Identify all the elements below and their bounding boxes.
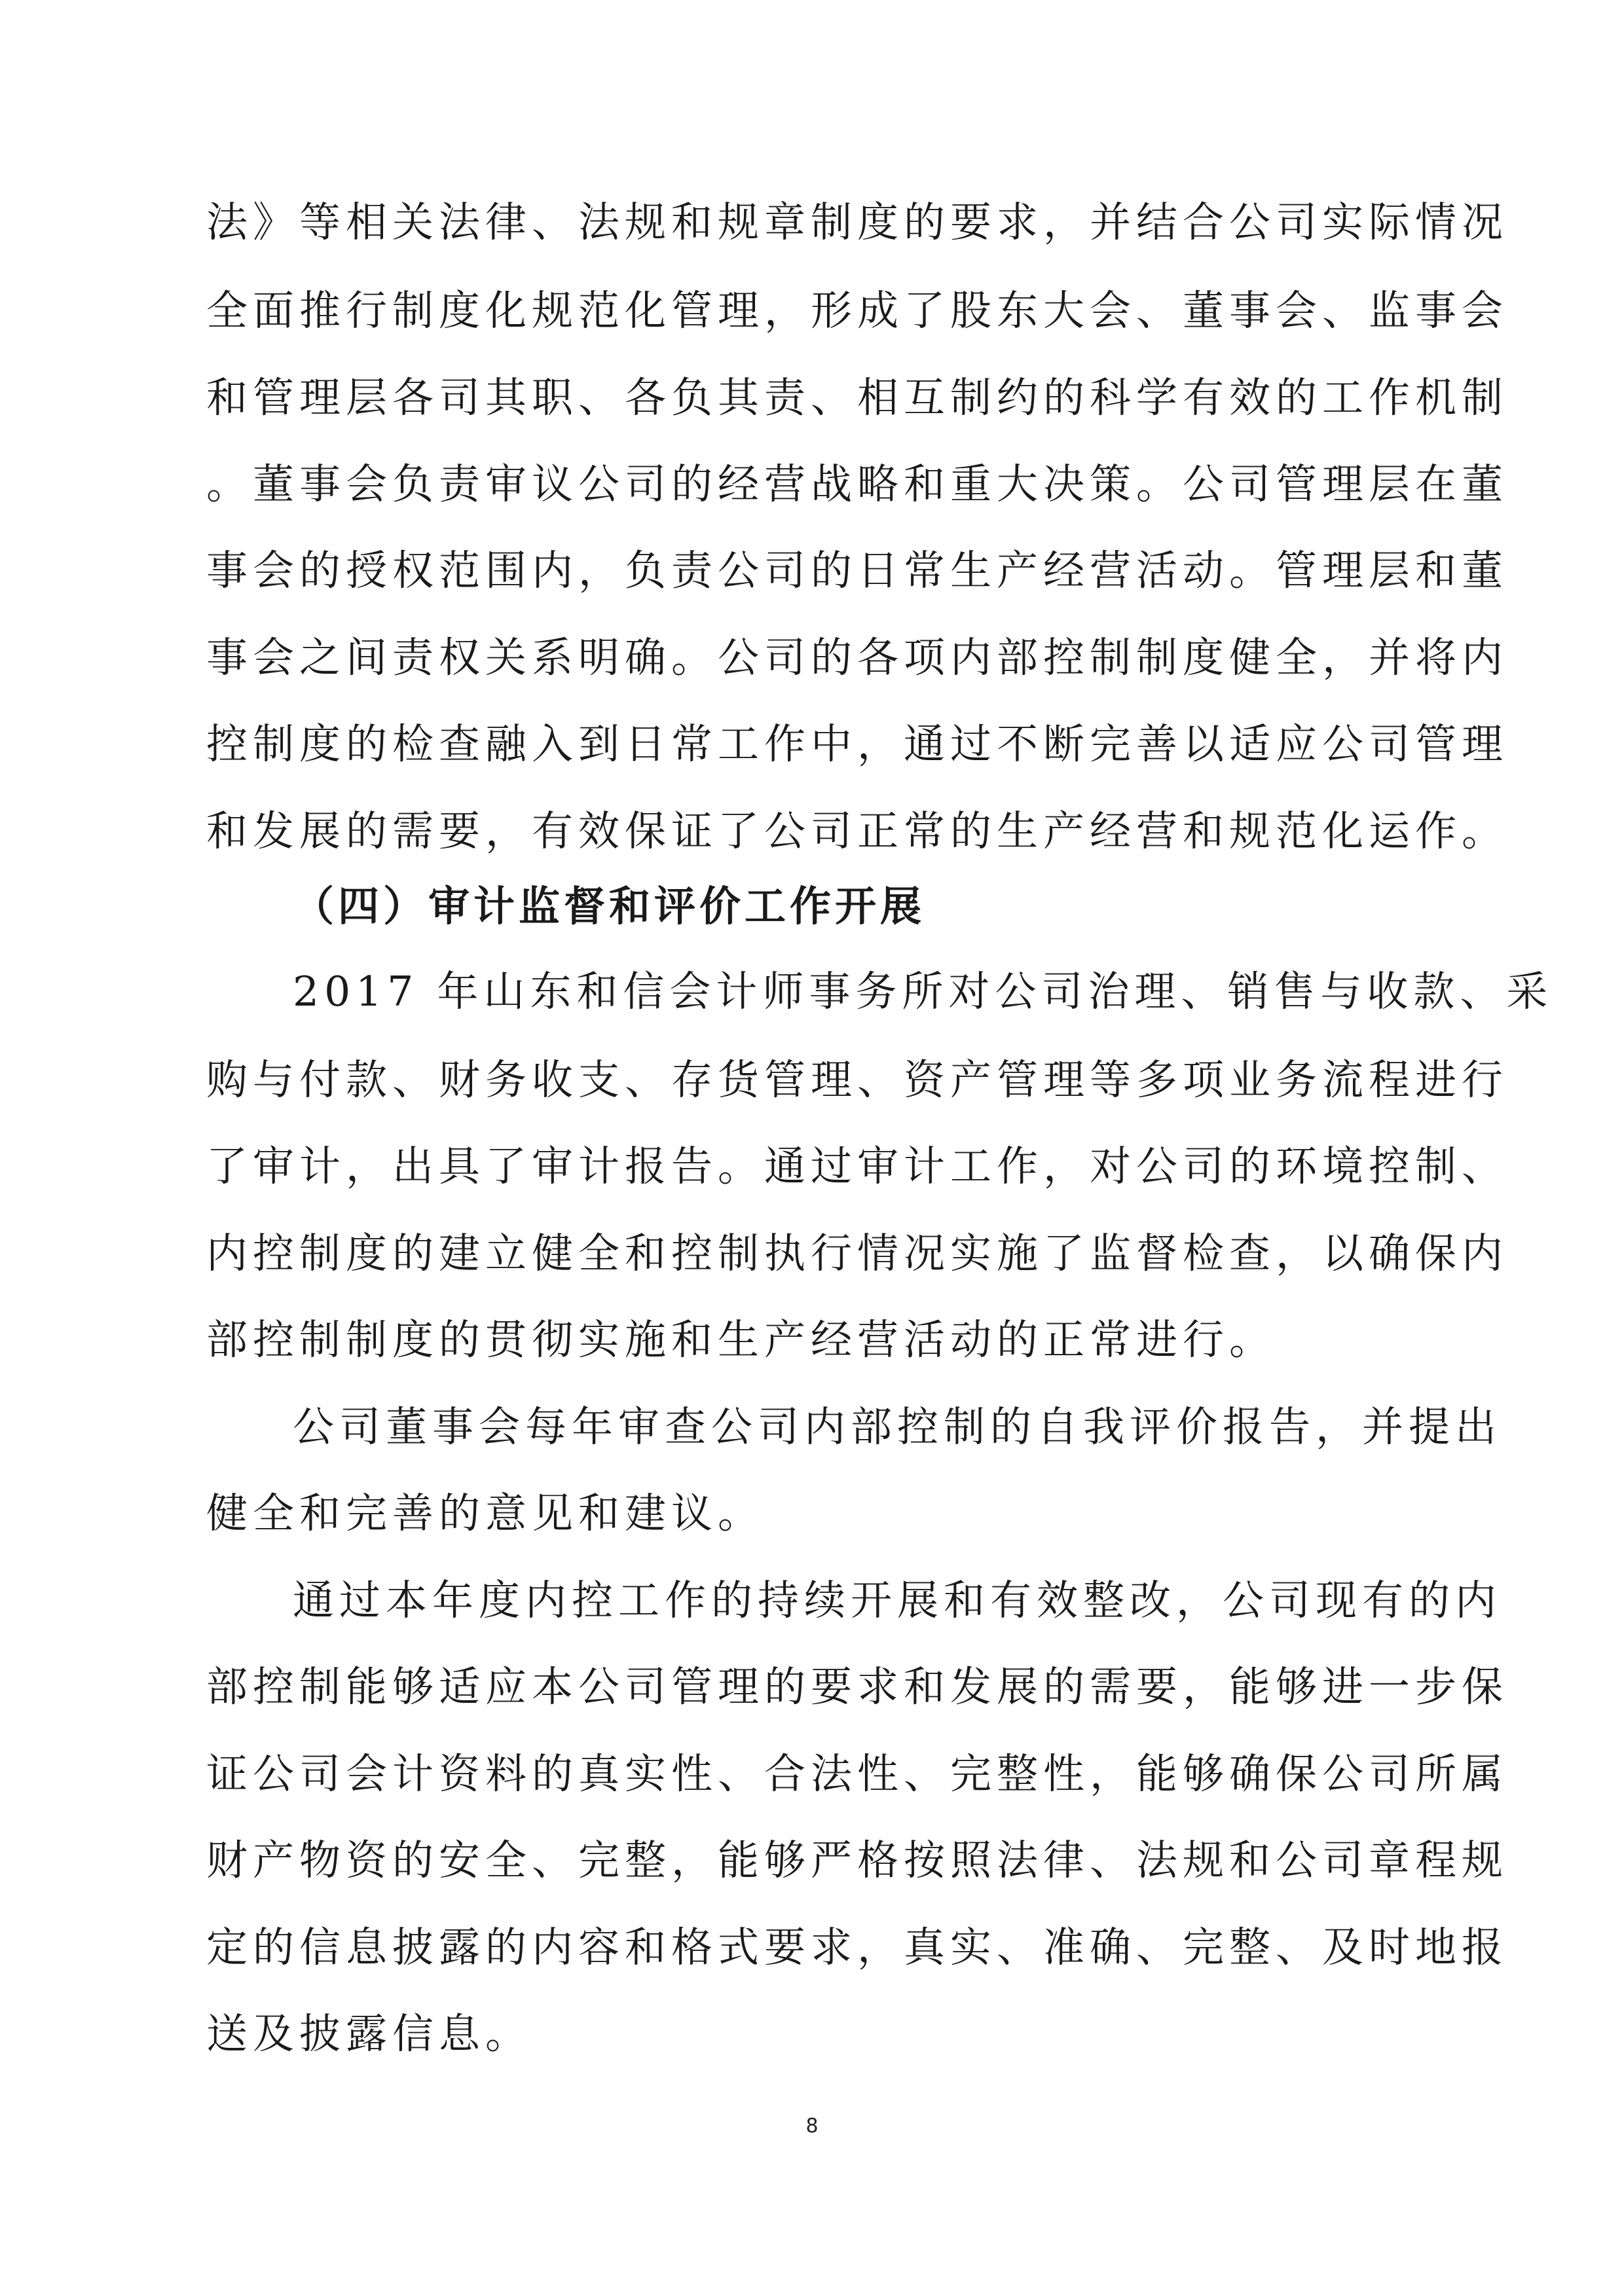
paragraph1-line-3: 和管理层各司其职、各负其责、相互制约的科学有效的工作机制 bbox=[206, 374, 1508, 422]
paragraph4-line-3: 证公司会计资料的真实性、合法性、完整性，能够确保公司所属 bbox=[206, 1750, 1508, 1798]
paragraph4-line-1: 通过本年度内控工作的持续开展和有效整改，公司现有的内 bbox=[293, 1576, 1502, 1624]
section-heading: （四）审计监督和评价工作开展 bbox=[293, 883, 925, 930]
paragraph4-line-2: 部控制能够适应本公司管理的要求和发展的需要，能够进一步保 bbox=[206, 1663, 1508, 1711]
paragraph2-line-2: 购与付款、财务收支、存货管理、资产管理等多项业务流程进行 bbox=[206, 1056, 1508, 1104]
paragraph4-line-5: 定的信息披露的内容和格式要求，真实、准确、完整、及时地报 bbox=[206, 1923, 1508, 1971]
paragraph1-line-6: 事会之间责权关系明确。公司的各项内部控制制度健全，并将内 bbox=[206, 634, 1508, 682]
page-number: 8 bbox=[805, 2115, 819, 2138]
paragraph1-line-7: 控制度的检查融入到日常工作中，通过不断完善以适应公司管理 bbox=[206, 720, 1508, 768]
paragraph2-line-1: 2017 年山东和信会计师事务所对公司治理、销售与收款、采 bbox=[293, 968, 1553, 1015]
paragraph1-line-4: 。董事会负责审议公司的经营战略和重大决策。公司管理层在董 bbox=[206, 460, 1508, 508]
paragraph1-line-2: 全面推行制度化规范化管理，形成了股东大会、董事会、监事会 bbox=[206, 287, 1508, 335]
paragraph3-line-1: 公司董事会每年审查公司内部控制的自我评价报告，并提出 bbox=[293, 1403, 1502, 1451]
paragraph2-line-5: 部控制制度的贯彻实施和生产经营活动的正常进行。 bbox=[206, 1316, 1276, 1364]
paragraph2-line-4: 内控制度的建立健全和控制执行情况实施了监督检查，以确保内 bbox=[206, 1230, 1508, 1277]
paragraph1-line-1: 法》等相关法律、法规和规章制度的要求，并结合公司实际情况 bbox=[206, 198, 1508, 246]
paragraph1-line-8: 和发展的需要，有效保证了公司正常的生产经营和规范化运作。 bbox=[206, 807, 1508, 855]
paragraph4-line-6: 送及披露信息。 bbox=[206, 2010, 532, 2058]
paragraph4-line-4: 财产物资的安全、完整，能够严格按照法律、法规和公司章程规 bbox=[206, 1836, 1508, 1884]
paragraph1-line-5: 事会的授权范围内，负责公司的日常生产经营活动。管理层和董 bbox=[206, 547, 1508, 594]
paragraph2-line-3: 了审计，出具了审计报告。通过审计工作，对公司的环境控制、 bbox=[206, 1142, 1508, 1190]
paragraph3-line-2: 健全和完善的意见和建议。 bbox=[206, 1489, 764, 1537]
